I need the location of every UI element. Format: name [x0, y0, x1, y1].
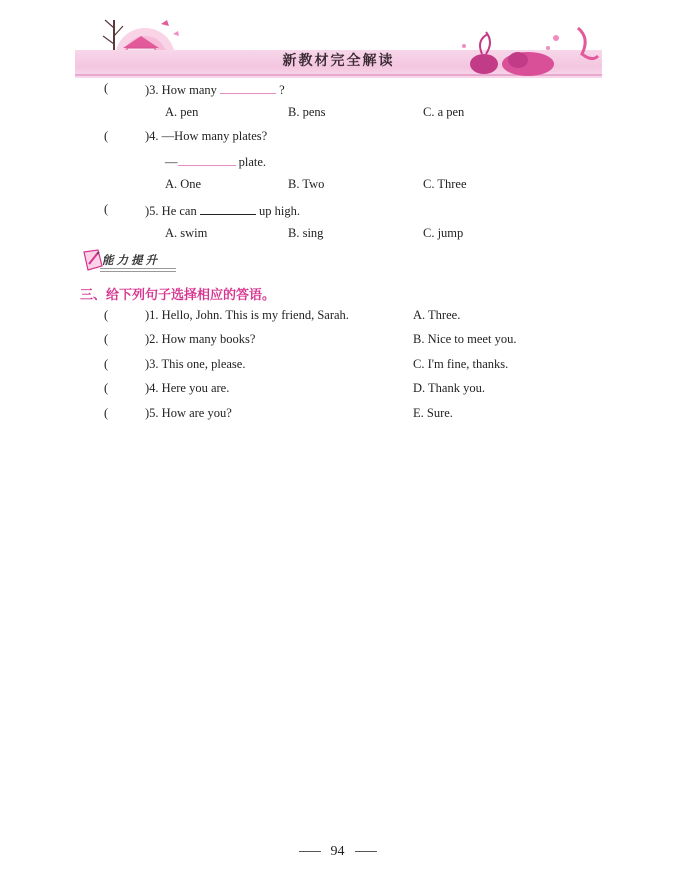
match-answer: C. I'm fine, thanks.: [413, 357, 509, 371]
paren-close: ): [145, 129, 150, 143]
match-question-5: [145, 406, 232, 421]
match-question-text: 4. Here you are.: [149, 381, 230, 395]
match-answer: A. Three.: [413, 308, 461, 322]
answer-paren-open: (: [104, 129, 109, 143]
page-number-dash: [355, 851, 377, 852]
section-title: 三、给下列句子选择相应的答语。: [80, 288, 276, 303]
paren-close: ): [145, 406, 150, 420]
option-a: A. One: [165, 177, 202, 191]
paren-close: ): [145, 308, 150, 322]
page-number-dash: [299, 851, 321, 852]
option-b: B. pens: [288, 105, 326, 119]
page-header: [75, 14, 602, 76]
match-answer: B. Nice to meet you.: [413, 332, 517, 346]
paren-close: ): [145, 204, 150, 218]
match-question-3: [145, 357, 245, 372]
option-c: C. Three: [423, 177, 467, 191]
reply-end: plate.: [238, 155, 267, 169]
question-number: 5.: [149, 204, 159, 218]
question-stem: He can: [161, 204, 197, 218]
answer-paren-open: (: [104, 357, 109, 371]
paren-close: ): [145, 332, 150, 346]
question-stem-end: ?: [279, 83, 285, 97]
question-stem: —How many plates?: [161, 129, 268, 143]
page-number: [0, 844, 675, 860]
option-a: A. swim: [165, 226, 208, 240]
answer-paren-open: (: [104, 202, 109, 216]
option-b: B. Two: [288, 177, 325, 191]
option-c: C. jump: [423, 226, 464, 240]
ability-label: 能力提升: [102, 253, 160, 267]
page-number-text: 94: [330, 844, 345, 859]
match-question-text: 2. How many books?: [149, 332, 256, 346]
question-stem: How many: [161, 83, 217, 97]
match-answer: D. Thank you.: [413, 381, 485, 395]
ability-underline: [100, 268, 176, 269]
option-b: B. sing: [288, 226, 324, 240]
header-title: 新教材完全解读: [282, 53, 395, 69]
match-question-text: 1. Hello, John. This is my friend, Sarah.: [149, 308, 349, 322]
reply-dash: —: [165, 155, 178, 169]
question-3: [145, 81, 285, 98]
match-question-1: [145, 308, 349, 323]
match-question-2: [145, 332, 255, 347]
question-number: 3.: [149, 83, 159, 97]
match-answer: E. Sure.: [413, 406, 453, 420]
paren-close: ): [145, 357, 150, 371]
answer-paren-open: (: [104, 381, 109, 395]
answer-blank[interactable]: [178, 153, 236, 166]
flowers-illustration: [452, 24, 602, 76]
question-stem-end: up high.: [258, 204, 300, 218]
ability-underline: [100, 271, 176, 272]
answer-paren-open: (: [104, 81, 109, 95]
paren-close: ): [145, 83, 150, 97]
option-c: C. a pen: [423, 105, 465, 119]
match-question-text: 5. How are you?: [149, 406, 232, 420]
answer-paren-open: (: [104, 308, 109, 322]
answer-paren-open: (: [104, 332, 109, 346]
answer-paren-open: (: [104, 406, 109, 420]
question-4-reply: [165, 153, 266, 170]
question-number: 4.: [149, 129, 159, 143]
paren-close: ): [145, 381, 150, 395]
question-5: [145, 202, 300, 219]
match-question-4: [145, 381, 229, 396]
option-a: A. pen: [165, 105, 199, 119]
answer-blank[interactable]: [220, 81, 276, 94]
answer-blank[interactable]: [200, 202, 256, 215]
question-4: [145, 129, 267, 144]
match-question-text: 3. This one, please.: [149, 357, 246, 371]
